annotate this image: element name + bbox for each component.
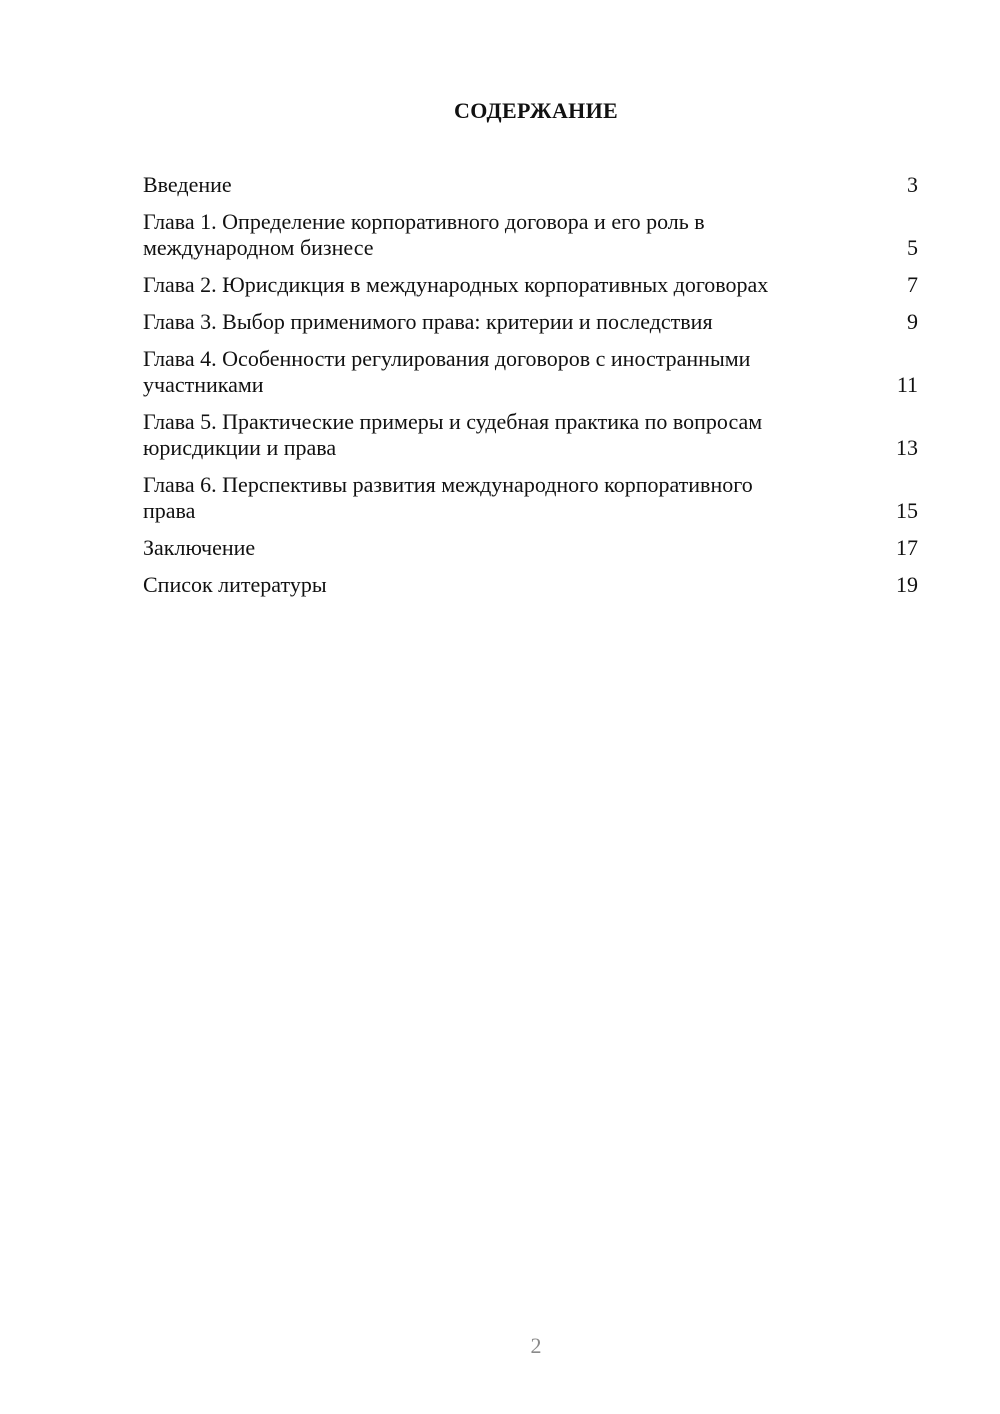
toc-entry-title: Глава 6. Перспективы развития международного корпоративного права	[143, 472, 753, 523]
toc-entry-page: 13	[896, 435, 918, 460]
toc-entry-references	[143, 572, 918, 598]
toc-entry-title: Глава 3. Выбор применимого права: критерии и последствия	[143, 309, 713, 334]
toc-entry-chapter-2	[143, 272, 918, 298]
toc-entry-title: Глава 5. Практические примеры и судебная практика по вопросам юрисдикции и права	[143, 409, 763, 460]
page-number: 2	[530, 1333, 542, 1358]
toc-entry-page: 3	[907, 172, 918, 197]
toc-entry-page: 9	[907, 309, 918, 334]
toc-entry-page: 11	[896, 372, 918, 397]
toc-entry-chapter-5	[143, 409, 918, 461]
toc-entry-page: 19	[896, 572, 918, 597]
toc-entry-page: 17	[896, 535, 918, 560]
toc-entry-conclusion	[143, 535, 918, 561]
page-title: СОДЕРЖАНИЕ	[454, 98, 618, 123]
toc-entry-title: Заключение	[143, 535, 256, 560]
toc-entry-chapter-6	[143, 472, 918, 524]
toc-entry-page: 7	[907, 272, 918, 297]
toc-entry-chapter-4	[143, 346, 918, 398]
toc-entry-title: Список литературы	[143, 572, 327, 597]
toc-entry-chapter-1	[143, 209, 918, 261]
toc-entry-chapter-3	[143, 309, 918, 335]
table-of-contents	[143, 172, 918, 609]
toc-entry-title: Глава 2. Юрисдикция в международных корпоративных договорах	[143, 272, 769, 297]
toc-entry-page: 15	[896, 498, 918, 523]
toc-entry-title: Глава 1. Определение корпоративного договора и его роль в международном бизнесе	[143, 209, 705, 260]
toc-entry-title: Глава 4. Особенности регулирования договоров с иностранными участниками	[143, 346, 751, 397]
toc-entry-introduction	[143, 172, 918, 198]
toc-entry-title: Введение	[143, 172, 232, 197]
toc-entry-page: 5	[907, 235, 918, 260]
